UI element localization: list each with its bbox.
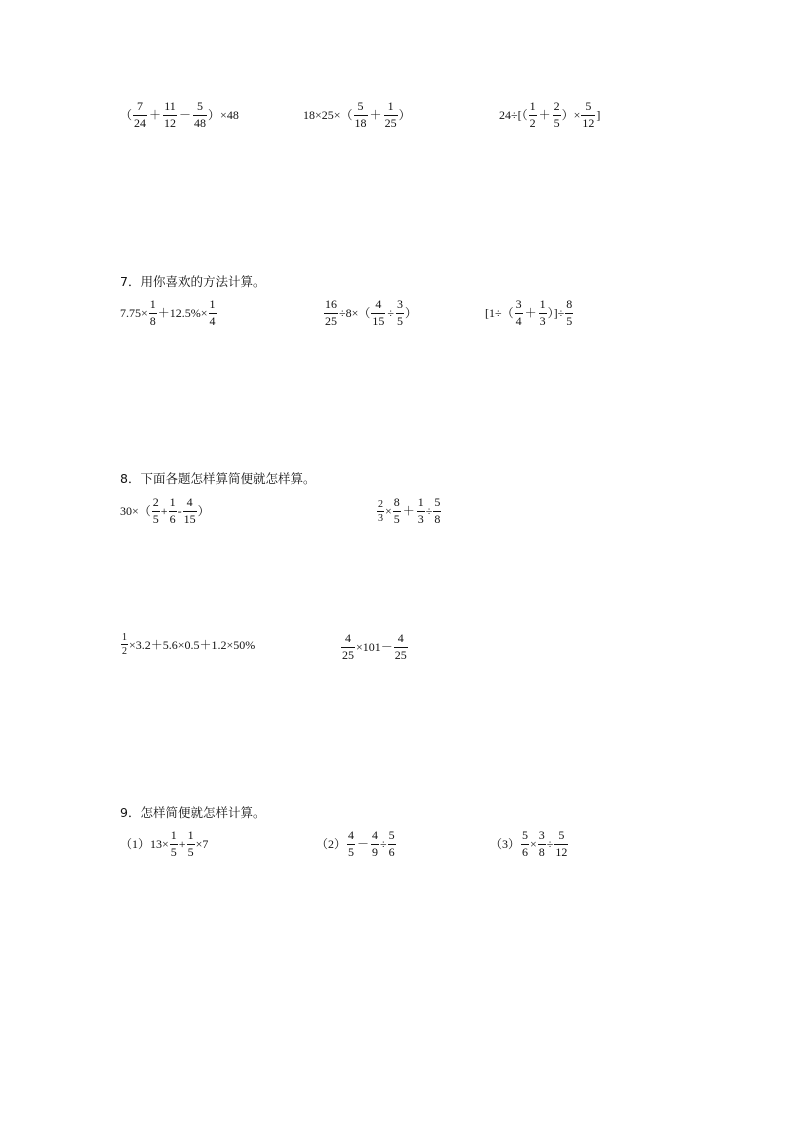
denominator: 3 <box>378 512 383 524</box>
fraction <box>396 298 404 329</box>
expression-row1-2 <box>303 100 411 131</box>
expr-text: ） <box>404 306 417 321</box>
expr-text: 13× <box>150 837 169 852</box>
fraction <box>324 298 338 329</box>
denominator: 25 <box>342 647 354 662</box>
numerator: 1 <box>169 495 176 509</box>
numerator: 2 <box>553 99 560 113</box>
fraction <box>521 829 529 860</box>
numerator: 5 <box>434 495 441 509</box>
numerator: 3 <box>396 297 403 311</box>
expr-text: ）]÷ <box>547 306 565 321</box>
fraction <box>384 100 398 131</box>
expr-text: 7.75× <box>120 306 148 321</box>
numerator: 1 <box>539 297 546 311</box>
denominator: 5 <box>170 844 177 859</box>
denominator: 18 <box>354 115 367 130</box>
denominator: 12 <box>164 115 177 130</box>
fraction <box>121 632 128 657</box>
numerator: 1 <box>170 828 177 842</box>
numerator: 5 <box>357 99 364 113</box>
fraction <box>163 100 177 131</box>
fraction <box>553 100 561 131</box>
fraction <box>347 829 355 860</box>
expr-text: ÷8×（ <box>339 306 371 321</box>
fraction <box>149 298 157 329</box>
numerator: 5 <box>197 99 204 113</box>
expr-text: （ <box>120 108 133 123</box>
numerator: 3 <box>538 828 545 842</box>
denominator: 24 <box>134 115 147 130</box>
fraction <box>433 496 441 527</box>
numerator: 1 <box>529 99 536 113</box>
numerator: 5 <box>388 828 395 842</box>
expression-8-3 <box>120 632 255 657</box>
numerator: 1 <box>417 495 424 509</box>
denominator: 5 <box>396 313 403 328</box>
numerator: 2 <box>152 495 159 509</box>
denominator: 15 <box>183 511 196 526</box>
expr-text: 18×25×（ <box>303 108 353 123</box>
expression-row1-1 <box>120 100 239 131</box>
denominator: 4 <box>515 313 522 328</box>
fraction <box>152 496 160 527</box>
operator: - <box>177 504 182 519</box>
denominator: 8 <box>149 313 156 328</box>
expr-text: ×101－ <box>356 640 393 655</box>
denominator: 6 <box>522 844 529 859</box>
denominator: 3 <box>539 313 546 328</box>
fraction <box>170 829 178 860</box>
operator: ＋ <box>538 108 551 123</box>
denominator: 48 <box>194 115 207 130</box>
fraction <box>169 496 177 527</box>
expression-8-1 <box>120 496 210 527</box>
operator: ÷ <box>546 837 554 852</box>
operator: ＋ <box>369 108 382 123</box>
denominator: 5 <box>348 844 355 859</box>
expression-7-1 <box>120 298 218 329</box>
item-number: （3） <box>490 837 521 852</box>
denominator: 3 <box>417 511 424 526</box>
numerator: 5 <box>522 828 529 842</box>
numerator: 4 <box>372 828 379 842</box>
denominator: 2 <box>122 646 127 657</box>
operator: － <box>357 837 370 852</box>
expr-text: 24÷[（ <box>499 108 528 123</box>
expr-text: [1÷（ <box>485 306 514 321</box>
denominator: 9 <box>372 844 379 859</box>
operator: + <box>178 837 186 852</box>
operator: ÷ <box>380 837 387 852</box>
expression-9-3 <box>490 829 569 860</box>
numerator: 1 <box>187 828 194 842</box>
denominator: 5 <box>187 844 194 859</box>
fraction <box>388 829 396 860</box>
fraction <box>515 298 523 329</box>
numerator: 8 <box>393 495 400 509</box>
denominator: 8 <box>434 511 441 526</box>
denominator: 25 <box>394 647 407 662</box>
fraction <box>193 100 207 131</box>
numerator: 7 <box>137 99 144 113</box>
numerator: 3 <box>515 297 522 311</box>
section-9-heading: 9．怎样简便就怎样计算。 <box>120 805 266 820</box>
expr-text: ）×48 <box>208 108 239 123</box>
fraction <box>393 496 401 527</box>
denominator: 4 <box>209 313 216 328</box>
numerator: 4 <box>186 495 193 509</box>
denominator: 6 <box>388 844 395 859</box>
denominator: 5 <box>393 511 400 526</box>
item-number: （1） <box>120 837 151 852</box>
operator: × <box>530 837 537 852</box>
denominator: 2 <box>529 115 536 130</box>
expression-7-3 <box>485 298 574 329</box>
numerator: 8 <box>566 297 573 311</box>
fraction <box>565 298 573 329</box>
fraction <box>187 829 195 860</box>
fraction <box>341 632 355 663</box>
operator: ÷ <box>425 504 433 519</box>
denominator: 25 <box>325 313 337 328</box>
expr-text: ×7 <box>195 837 209 852</box>
expression-row1-3 <box>499 100 600 131</box>
numerator: 1 <box>122 632 127 643</box>
expr-text: ） <box>398 108 411 123</box>
operator: ＋ <box>524 306 537 321</box>
numerator: 4 <box>345 631 351 645</box>
numerator: 4 <box>397 631 404 645</box>
numerator: 4 <box>348 828 355 842</box>
denominator: 25 <box>384 115 397 130</box>
operator: + <box>160 504 168 519</box>
denominator: 5 <box>152 511 159 526</box>
denominator: 6 <box>169 511 176 526</box>
numerator: 4 <box>375 297 382 311</box>
fraction <box>417 496 425 527</box>
fraction <box>354 100 368 131</box>
operator: ＋ <box>149 108 162 123</box>
numerator: 1 <box>149 297 156 311</box>
denominator: 12 <box>582 115 595 130</box>
fraction <box>394 632 408 663</box>
numerator: 11 <box>164 99 176 113</box>
expression-8-4 <box>340 632 409 663</box>
expr-text: ） <box>197 504 210 519</box>
operator: ＋ <box>402 504 415 519</box>
fraction <box>529 100 537 131</box>
operator: × <box>385 504 392 519</box>
fraction <box>581 100 595 131</box>
fraction <box>133 100 147 131</box>
fraction <box>183 496 197 527</box>
numerator: 1 <box>209 297 216 311</box>
expression-7-2 <box>323 298 417 329</box>
fraction <box>209 298 217 329</box>
numerator: 2 <box>378 498 383 510</box>
expr-text: ＋12.5%× <box>157 306 208 321</box>
fraction <box>538 829 546 860</box>
fraction <box>554 829 568 860</box>
operator: － <box>179 108 192 123</box>
expression-9-2 <box>316 829 397 860</box>
denominator: 5 <box>566 313 573 328</box>
fraction <box>377 499 384 524</box>
expr-text: ] <box>596 108 601 123</box>
denominator: 15 <box>372 313 385 328</box>
expression-9-1 <box>120 829 208 860</box>
numerator: 5 <box>558 828 565 842</box>
numerator: 1 <box>387 99 394 113</box>
item-number: （2） <box>316 837 347 852</box>
expr-text: ）× <box>561 108 581 123</box>
denominator: 12 <box>555 844 568 859</box>
denominator: 5 <box>553 115 560 130</box>
operator: ÷ <box>387 306 394 321</box>
fraction <box>371 829 379 860</box>
expr-text: 30×（ <box>120 504 151 519</box>
expr-text: ×3.2＋5.6×0.5＋1.2×50% <box>129 637 256 652</box>
denominator: 8 <box>538 844 545 859</box>
numerator: 16 <box>325 297 337 311</box>
numerator: 5 <box>585 99 592 113</box>
fraction <box>539 298 547 329</box>
section-7-heading: 7．用你喜欢的方法计算。 <box>120 274 266 289</box>
section-8-heading: 8．下面各题怎样算简便就怎样算。 <box>120 471 316 486</box>
fraction <box>371 298 385 329</box>
expression-8-2 <box>376 496 442 527</box>
